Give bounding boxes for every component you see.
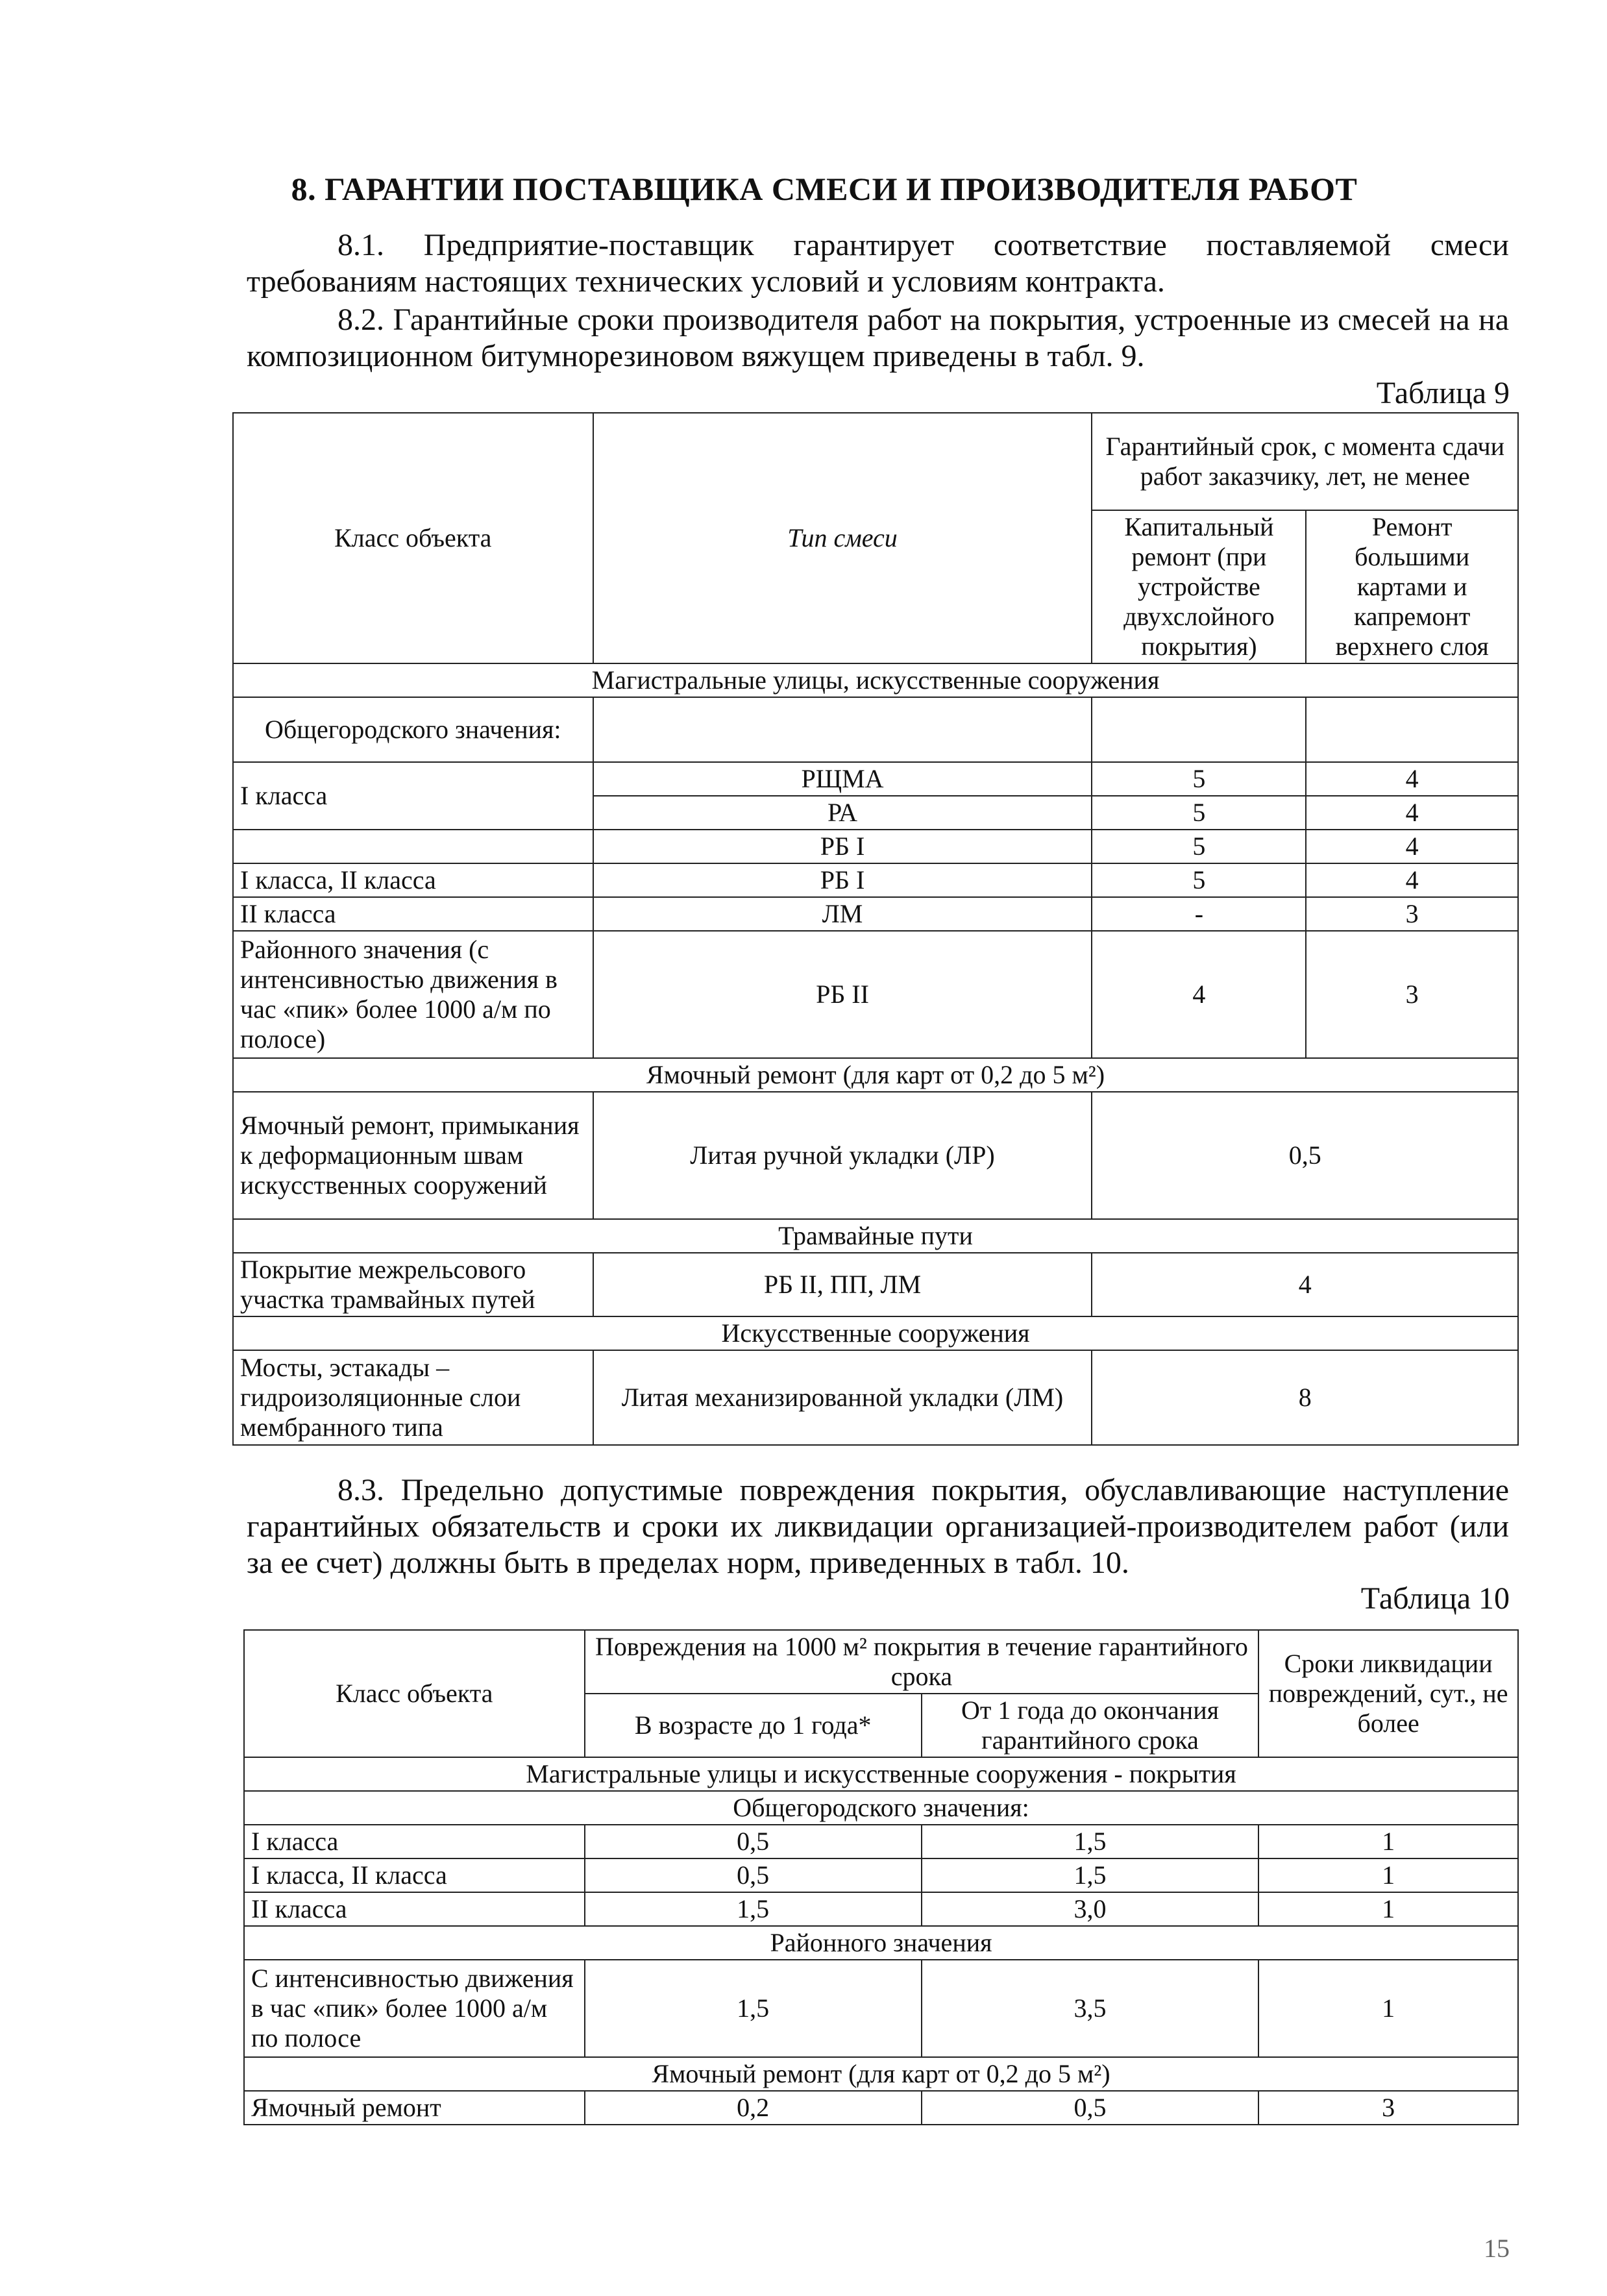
t9-tram-value: 4 <box>1092 1253 1518 1316</box>
t9-header-mix: Тип смеси <box>593 413 1092 663</box>
paragraph-8-3: 8.3. Предельно допустимые повреждения покрытия, обуславливающие наступление гарантийных обязательств и сроки их ликвидации организацией-производителем работ (или за ее счет) должны быть в пределах норм, приведенных в табл. 10. <box>247 1473 1509 1580</box>
t10-row-age1: 0,5 <box>585 1825 922 1858</box>
t9-row-mix: РЩМА <box>593 762 1092 796</box>
t10-header-class: Класс объекта <box>244 1630 585 1757</box>
t10-pothole-age1: 0,2 <box>585 2091 922 2125</box>
t10-row-age2: 1,5 <box>922 1858 1258 1892</box>
section-heading: 8. ГАРАНТИИ ПОСТАВЩИКА СМЕСИ И ПРОИЗВОДИТЕЛЯ РАБОТ <box>291 171 1358 207</box>
t10-row-age2: 1,5 <box>922 1825 1258 1858</box>
t10-section-main: Магистральные улицы и искусственные сооружения - покрытия <box>244 1757 1518 1791</box>
table10-caption: Таблица 10 <box>1360 1581 1510 1616</box>
t9-section-pothole: Ямочный ремонт (для карт от 0,2 до 5 м²) <box>233 1058 1518 1092</box>
t9-header-repair: Ремонт большими картами и капремонт верхнего слоя <box>1306 510 1518 663</box>
t10-row-terms: 1 <box>1258 1858 1518 1892</box>
table-9 <box>232 412 1519 1446</box>
t9-header-warranty: Гарантийный срок, с момента сдачи работ заказчику, лет, не менее <box>1092 413 1518 510</box>
t9-row-mix: РА <box>593 796 1092 830</box>
t9-row-repair: 4 <box>1306 830 1518 863</box>
t10-row-age1: 1,5 <box>585 1892 922 1926</box>
t9-row-repair: 3 <box>1306 931 1518 1058</box>
t9-pothole-value: 0,5 <box>1092 1092 1518 1219</box>
t9-row-class: I класса <box>233 762 593 830</box>
t10-section-district: Районного значения <box>244 1926 1518 1960</box>
t9-bridge-value: 8 <box>1092 1350 1518 1445</box>
paragraph-8-2: 8.2. Гарантийные сроки производителя работ на покрытия, устроенные из смесей на на композиционном битумнорезиновом вяжущем приведены в табл. 9. <box>247 302 1509 373</box>
t9-row-capital: 5 <box>1092 863 1306 897</box>
t10-header-terms: Сроки ликвидации повреждений, сут., не более <box>1258 1630 1518 1757</box>
t9-row-mix: ЛМ <box>593 897 1092 931</box>
page-number: 15 <box>1484 2234 1510 2263</box>
t9-row-class: Районного значения (с интенсивностью движения в час «пик» более 1000 а/м по полосе) <box>233 931 593 1058</box>
t10-district-age2: 3,5 <box>922 1960 1258 2057</box>
t9-row-capital: 5 <box>1092 796 1306 830</box>
t9-row-repair: 4 <box>1306 762 1518 796</box>
t9-row-class: I класса, II класса <box>233 863 593 897</box>
t9-pothole-mix: Литая ручной укладки (ЛР) <box>593 1092 1092 1219</box>
t9-tram-class: Покрытие межрельсового участка трамвайных путей <box>233 1253 593 1316</box>
t10-pothole-terms: 3 <box>1258 2091 1518 2125</box>
t9-row-mix: РБ II <box>593 931 1092 1058</box>
t10-row-terms: 1 <box>1258 1892 1518 1926</box>
t10-pothole-class: Ямочный ремонт <box>244 2091 585 2125</box>
t10-section-pothole: Ямочный ремонт (для карт от 0,2 до 5 м²) <box>244 2057 1518 2091</box>
t10-header-damage: Повреждения на 1000 м² покрытия в течение гарантийного срока <box>585 1630 1259 1694</box>
t10-row-age2: 3,0 <box>922 1892 1258 1926</box>
t9-header-class: Класс объекта <box>233 413 593 663</box>
t9-section-tram: Трамвайные пути <box>233 1219 1518 1253</box>
t9-row-capital: 5 <box>1092 830 1306 863</box>
t9-row-mix: РБ I <box>593 863 1092 897</box>
t10-row-class: II класса <box>244 1892 585 1926</box>
t10-district-terms: 1 <box>1258 1960 1518 2057</box>
t9-bridge-class: Мосты, эстакады – гидроизоляционные слои мембранного типа <box>233 1350 593 1445</box>
t10-header-age1: В возрасте до 1 года* <box>585 1694 922 1757</box>
t9-header-capital: Капитальный ремонт (при устройстве двухслойного покрытия) <box>1092 510 1306 663</box>
t10-row-age1: 0,5 <box>585 1858 922 1892</box>
table-10 <box>243 1629 1519 2125</box>
t9-bridge-mix: Литая механизированной укладки (ЛМ) <box>593 1350 1092 1445</box>
t9-section-main: Магистральные улицы, искусственные сооружения <box>233 663 1518 697</box>
t9-section-art: Искусственные сооружения <box>233 1316 1518 1350</box>
t9-city-label: Общегородского значения: <box>233 697 593 762</box>
t9-row-repair: 4 <box>1306 796 1518 830</box>
t9-row-repair: 3 <box>1306 897 1518 931</box>
t9-row-capital: 5 <box>1092 762 1306 796</box>
t10-district-age1: 1,5 <box>585 1960 922 2057</box>
t9-row-capital: 4 <box>1092 931 1306 1058</box>
t9-row-class: II класса <box>233 897 593 931</box>
paragraph-8-1: 8.1. Предприятие-поставщик гарантирует соответствие поставляемой смеси требованиям настоящих технических условий и условиям контракта. <box>247 228 1509 299</box>
table9-caption: Таблица 9 <box>1376 376 1510 410</box>
t9-tram-mix: РБ II, ПП, ЛМ <box>593 1253 1092 1316</box>
t10-row-class: I класса, II класса <box>244 1858 585 1892</box>
t9-row-repair: 4 <box>1306 863 1518 897</box>
t10-section-city: Общегородского значения: <box>244 1791 1518 1825</box>
t10-header-age2: От 1 года до окончания гарантийного срока <box>922 1694 1258 1757</box>
t10-pothole-age2: 0,5 <box>922 2091 1258 2125</box>
t10-row-class: I класса <box>244 1825 585 1858</box>
t9-row-mix: РБ I <box>593 830 1092 863</box>
t9-row-capital: - <box>1092 897 1306 931</box>
t10-row-terms: 1 <box>1258 1825 1518 1858</box>
t9-pothole-class: Ямочный ремонт, примыкания к деформационным швам искусственных сооружений <box>233 1092 593 1219</box>
t10-district-class: С интенсивностью движения в час «пик» более 1000 а/м по полосе <box>244 1960 585 2057</box>
